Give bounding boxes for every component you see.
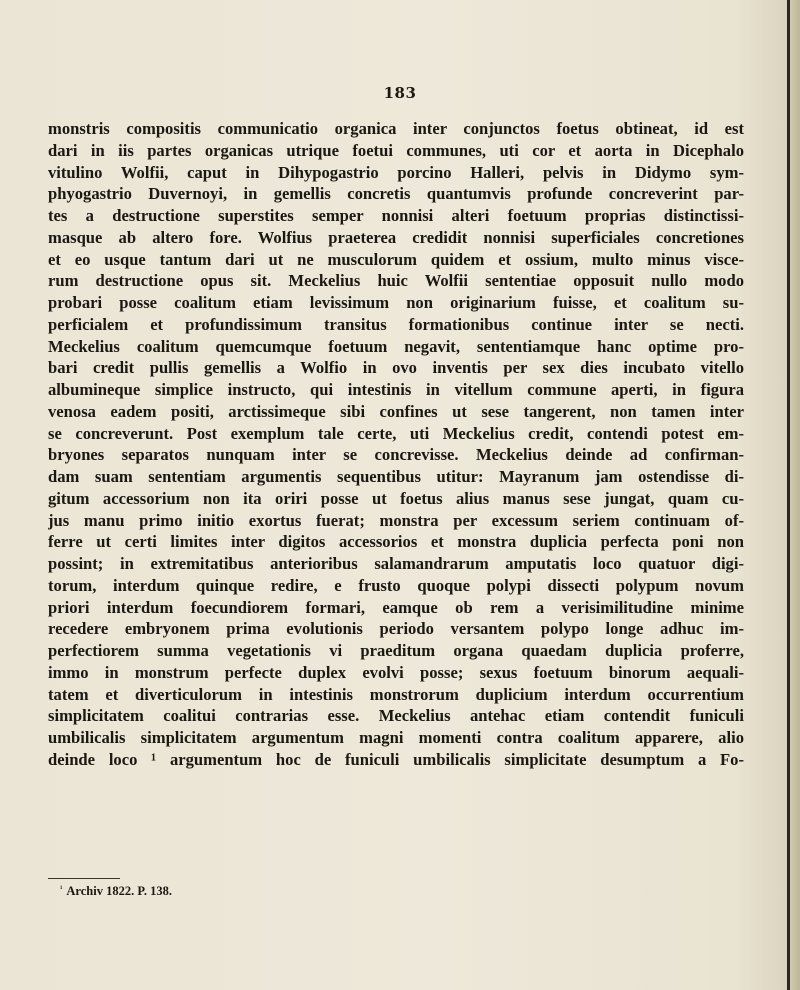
text-line: Meckelius coalitum quemcumque foetuum negavit, sententiamque hanc optime pro-: [48, 336, 744, 356]
text-line: umbilicalis simplicitatem argumentum magni momenti contra coalitum apparere, alio: [48, 728, 744, 747]
text-line: se concreverunt. Post exemplum tale certe, uti Meckelius credit, contendi potest em-: [48, 423, 744, 443]
text-line: tatem et diverticulorum in intestinis monstrorum duplicium interdum occurrentium: [48, 684, 744, 704]
text-line: dari in iis partes organicas utrique foetui communes, uti cor et aorta in Dicephalo: [48, 140, 744, 160]
text-line: deinde loco ¹ argumentum hoc de funiculi umbilicalis simplicitate desumptum a Fo-: [48, 749, 744, 769]
text-line: simplicitatem coalitui contrarias esse. Meckelius antehac etiam contendit funiculi: [48, 706, 744, 726]
text-line: bari credit pullis gemellis a Wolfio in ovo inventis per sex dies incubato vitello: [48, 358, 744, 378]
text-line: bryones separatos nunquam inter se concrevisse. Meckelius deinde ad confirman-: [48, 445, 744, 465]
text-line: et eo usque tantum dari ut ne musculorum quidem et ossium, multo minus visce-: [48, 249, 744, 269]
text-line: jus manu primo initio exortus fuerat; monstra per excessum seriem continuam of-: [48, 510, 744, 530]
footnote-text: Archiv 1822. P. 138.: [66, 884, 172, 898]
text-line: torum, interdum quinque redire, e frusto quoque polypi dissecti polypum novum: [48, 575, 744, 595]
text-line: monstris compositis communicatio organica inter conjunctos foetus obtineat, id est: [48, 119, 744, 138]
text-line: phyogastrio Duvernoyi, in gemellis concretis quantumvis profunde concreverint par-: [48, 184, 744, 204]
text-line: albumineque simplice instructo, qui intestinis in vitellum commune aperti, in figura: [48, 380, 744, 399]
footnote: [60, 884, 172, 899]
text-line: probari posse coalitum etiam levissimum non originarium fuisse, et coalitum su-: [48, 293, 744, 312]
text-line: perfectiorem summa vegetationis vi praeditum organa quaedam duplicia proferre,: [48, 641, 744, 660]
text-line: masque ab altero fore. Wolfius praeterea credidit nonnisi superficiales concretiones: [48, 227, 744, 247]
text-line: vitulino Wolfii, caput in Dihypogastrio porcino Halleri, pelvis in Didymo sym-: [48, 162, 744, 182]
text-line: tes a destructione superstites semper nonnisi alteri foetuum proprias distinctissi-: [48, 206, 744, 225]
text-line: recedere embryonem prima evolutionis periodo versantem polypo longe adhuc im-: [48, 619, 744, 639]
text-line: rum destructione opus sit. Meckelius huic Wolfii sententiae opposuit nullo modo: [48, 271, 744, 291]
text-line: immo in monstrum perfecte duplex evolvi posse; sexus foetuum binorum aequali-: [48, 662, 744, 682]
footnote-marker: ¹: [60, 884, 63, 893]
text-line: possint; in extremitatibus anterioribus salamandrarum amputatis loco quatuor digi-: [48, 554, 744, 573]
page-edge-line: [787, 0, 790, 990]
body-text: [48, 118, 744, 771]
text-line: dam suam sententiam argumentis sequentibus utitur: Mayranum jam ostendisse di-: [48, 467, 744, 486]
text-line: priori interdum foecundiorem formari, eamque ob rem a verisimilitudine minime: [48, 597, 744, 617]
text-line: venosa eadem positi, arctissimeque sibi confines ut sese tangerent, non tamen inter: [48, 401, 744, 421]
footnote-rule: [48, 878, 120, 879]
text-line: gitum accessorium non ita oriri posse ut foetus alius manus sese jungat, quam cu-: [48, 488, 744, 508]
text-line: ferre ut certi limites inter digitos accessorios et monstra duplicia perfecta poni non: [48, 532, 744, 552]
text-line: perficialem et profundissimum transitus formationibus continue inter se necti.: [48, 314, 744, 334]
page-number: 183: [383, 84, 417, 102]
